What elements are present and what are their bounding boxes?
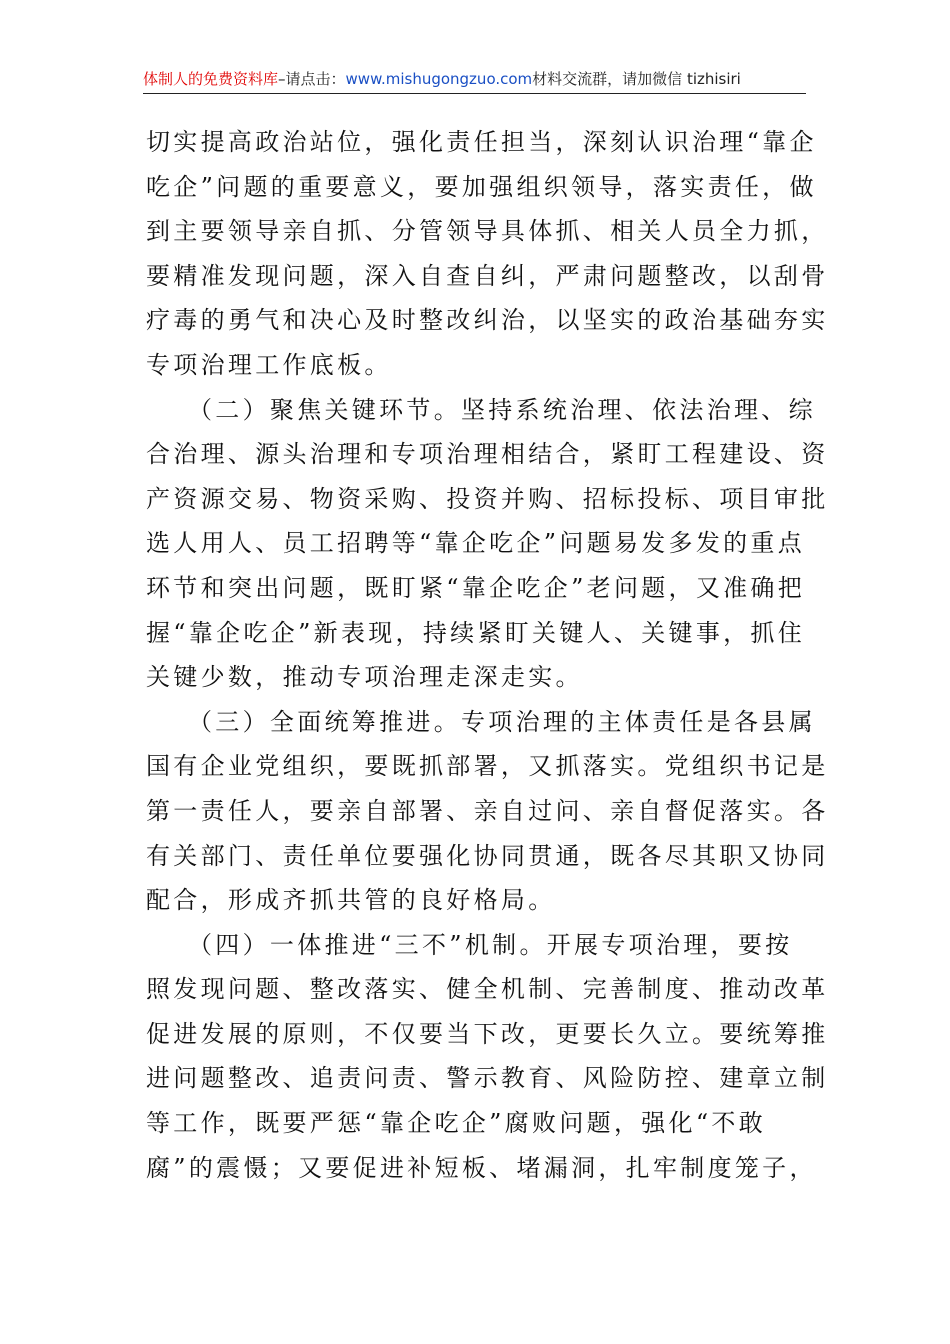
- text-line: 产资源交易、物资采购、投资并购、招标投标、项目审批: [146, 484, 829, 513]
- text-line: （三）全面统筹推进。专项治理的主体责任是各县属: [188, 707, 816, 736]
- text-line: 国有企业党组织，要既抓部署，又抓落实。党组织书记是: [146, 752, 829, 781]
- text-line: 有关部门、责任单位要强化协同贯通，既各尽其职又协同: [146, 841, 829, 870]
- text-line: 关键少数，推动专项治理走深走实。: [146, 663, 583, 692]
- text-line: 环节和突出问题，既盯紧“靠企吃企”老问题，又准确把: [146, 573, 806, 602]
- text-line: 要精准发现问题，深入自查自纠，严肃问题整改，以刮骨: [146, 261, 829, 290]
- header-click-prompt: –请点击：: [278, 70, 346, 88]
- header-link[interactable]: www.mishugongzuo.com: [345, 70, 533, 88]
- text-line: 专项治理工作底板。: [146, 350, 392, 379]
- text-line: 切实提高政治站位，强化责任担当，深刻认识治理“靠企: [146, 128, 817, 156]
- header-contact: 材料交流群，请加微信 tizhisiri: [532, 70, 741, 88]
- text-line: 等工作，既要严惩“靠企吃企”腐败问题，强化“不敢: [146, 1109, 767, 1138]
- header-brand: 体制人的免费资料库: [143, 70, 279, 88]
- text-line: 促进发展的原则，不仅要当下改，更要长久立。要统筹推: [146, 1019, 829, 1048]
- text-line: 照发现问题、整改落实、健全机制、完善制度、推动改革: [146, 975, 829, 1004]
- text-line: 第一责任人，要亲自部署、亲自过问、亲自督促落实。各: [146, 796, 829, 825]
- text-line: 配合，形成齐抓共管的良好格局。: [146, 886, 556, 915]
- text-line: （二）聚焦关键环节。坚持系统治理、依法治理、综: [188, 395, 816, 424]
- page-header: [143, 68, 806, 94]
- text-line: 吃企”问题的重要意义，要加强组织领导，落实责任，做: [146, 172, 817, 201]
- document-body: [146, 120, 829, 1190]
- text-line: 进问题整改、追责问责、警示教育、风险防控、建章立制: [146, 1064, 829, 1093]
- text-line: （四）一体推进“三不”机制。开展专项治理，要按: [188, 930, 793, 959]
- text-line: 选人用人、员工招聘等“靠企吃企”问题易发多发的重点: [146, 529, 806, 558]
- text-line: 疗毒的勇气和决心及时整改纠治，以坚实的政治基础夯实: [146, 306, 829, 335]
- text-line: 腐”的震慑；又要促进补短板、堵漏洞，扎牢制度笼子，: [146, 1153, 817, 1182]
- text-line: 握“靠企吃企”新表现，持续紧盯关键人、关键事，抓住: [146, 618, 806, 647]
- text-line: 合治理、源头治理和专项治理相结合，紧盯工程建设、资: [146, 440, 829, 469]
- text-line: 到主要领导亲自抓、分管领导具体抓、相关人员全力抓，: [146, 217, 829, 246]
